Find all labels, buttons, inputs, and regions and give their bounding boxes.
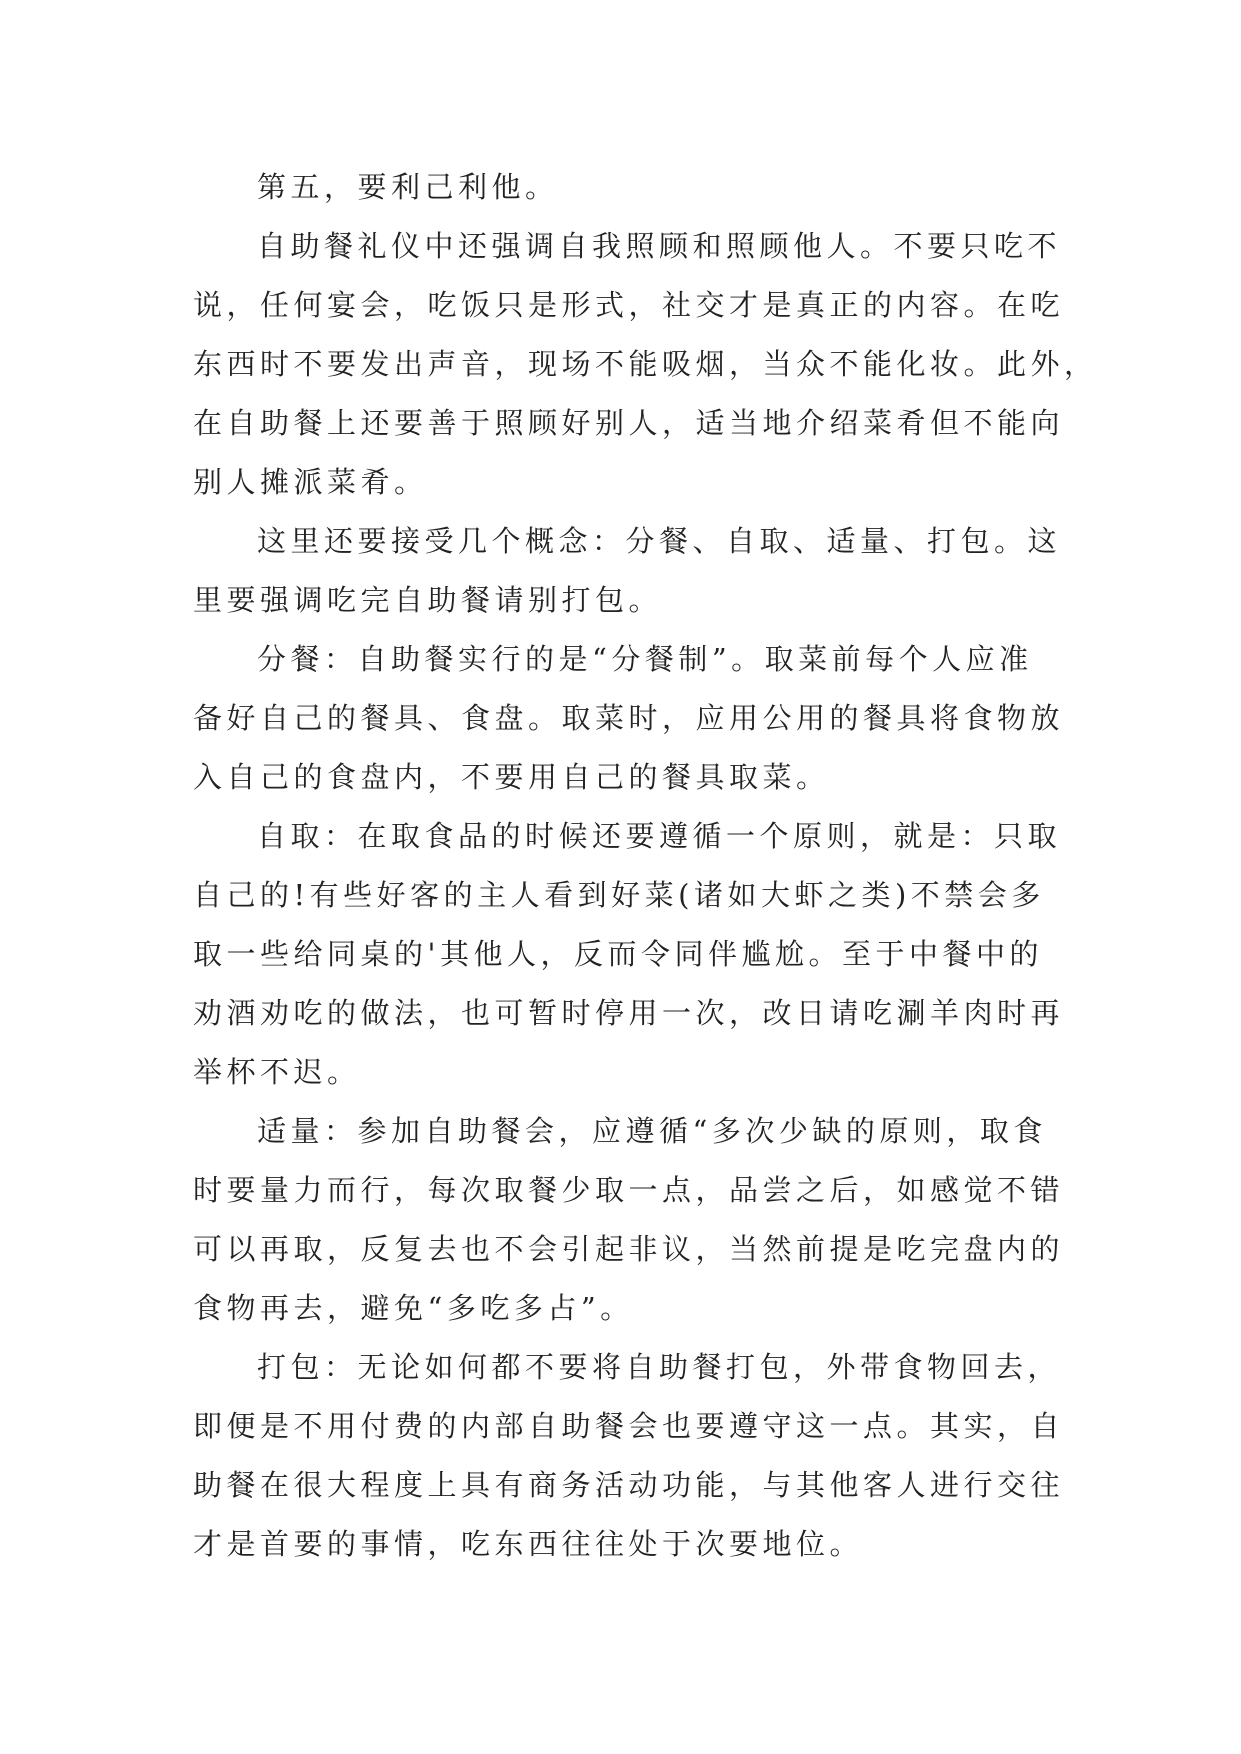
paragraph-fifth-point	[193, 158, 1053, 217]
text-line: 才是首要的事情，吃东西往往处于次要地位。	[193, 1527, 864, 1561]
text-line: 可以再取，反复去也不会引起非议，当然前提是吃完盘内的	[193, 1232, 1065, 1266]
text-line: 取一些给同桌的'其他人，反而令同伴尴尬。至于中餐中的	[193, 937, 1043, 971]
text-line: 第五，要利己利他。	[257, 170, 559, 204]
text-line: 分餐：自助餐实行的是“分餐制”。取菜前每个人应准	[257, 642, 1033, 676]
text-line: 在自助餐上还要善于照顾好别人，适当地介绍菜肴但不能向	[193, 406, 1065, 440]
text-line: 入自己的食盘内，不要用自己的餐具取菜。	[193, 760, 830, 794]
text-line: 自取：在取食品的时候还要遵循一个原则，就是：只取	[257, 819, 1062, 853]
text-line: 举杯不迟。	[193, 1055, 361, 1089]
text-line: 说，任何宴会，吃饭只是形式，社交才是真正的内容。在吃	[193, 288, 1065, 322]
text-line: 即便是不用付费的内部自助餐会也要遵守这一点。其实，自	[193, 1409, 1065, 1443]
text-line: 备好自己的餐具、食盘。取菜时，应用公用的餐具将食物放	[193, 701, 1065, 735]
text-line: 助餐在很大程度上具有商务活动功能，与其他客人进行交往	[193, 1468, 1065, 1502]
text-line: 适量：参加自助餐会，应遵循“多次少缺的原则，取食	[257, 1114, 1047, 1148]
paragraph-separate-dining	[193, 630, 1065, 807]
text-line: 劝酒劝吃的做法，也可暂时停用一次，改日请吃涮羊肉时再	[193, 996, 1065, 1030]
paragraph-self-and-others	[193, 217, 1098, 512]
paragraph-takeaway	[193, 1338, 1065, 1574]
text-line: 打包：无论如何都不要将自助餐打包，外带食物回去，	[257, 1350, 1062, 1384]
paragraph-concepts	[193, 512, 1062, 630]
text-line: 里要强调吃完自助餐请别打包。	[193, 583, 663, 617]
text-line: 自助餐礼仪中还强调自我照顾和照顾他人。不要只吃不	[257, 229, 1062, 263]
text-line: 食物再去，避免“多吃多占”。	[193, 1291, 634, 1325]
text-line: 这里还要接受几个概念：分餐、自取、适量、打包。这	[257, 524, 1062, 558]
paragraph-moderation	[193, 1102, 1065, 1338]
text-line: 东西时不要发出声音，现场不能吸烟，当众不能化妆。此外，	[193, 347, 1098, 381]
document-body	[193, 158, 1098, 1574]
text-line: 别人摊派菜肴。	[193, 465, 428, 499]
text-line: 自己的!有些好客的主人看到好菜(诸如大虾之类)不禁会多	[193, 878, 1045, 912]
paragraph-self-serve	[193, 807, 1065, 1102]
text-line: 时要量力而行，每次取餐少取一点，品尝之后，如感觉不错	[193, 1173, 1065, 1207]
